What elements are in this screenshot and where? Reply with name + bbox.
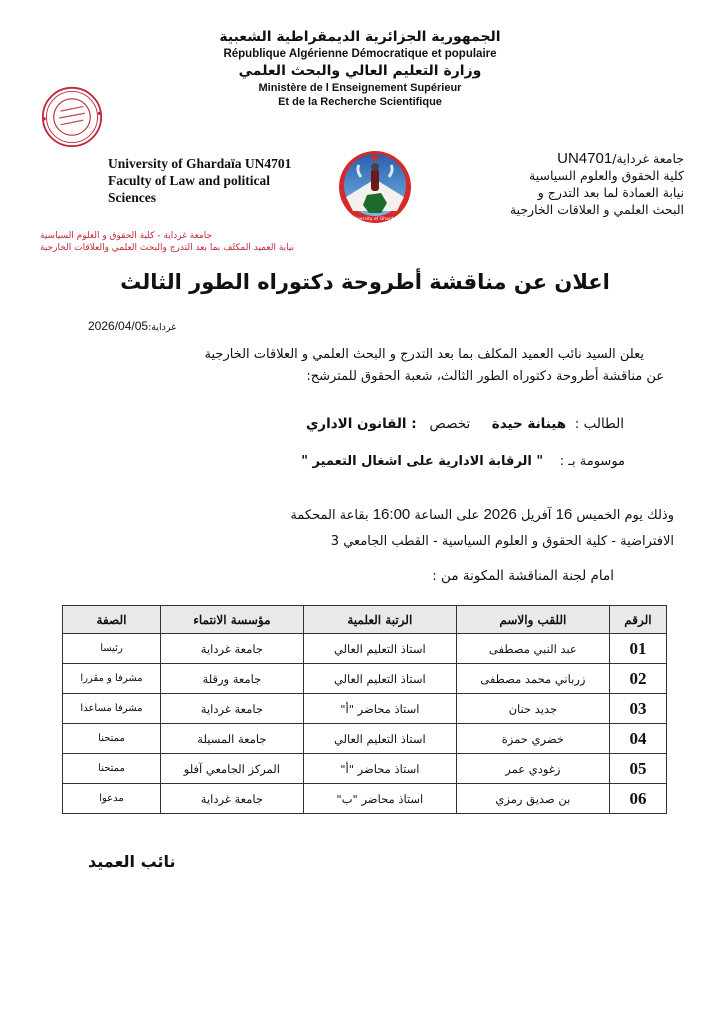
thesis-line <box>65 452 625 472</box>
cell-number: 04 <box>609 724 666 754</box>
cell-number: 02 <box>609 664 666 694</box>
cell-institution: جامعة غرداية <box>160 634 303 664</box>
header-name: اللقب والاسم <box>456 606 609 634</box>
schedule-prefix: وذلك يوم الخميس <box>576 508 674 523</box>
cell-role: مشرفا مساعدا <box>63 694 161 724</box>
university-name-ar-text: جامعة غرداية/ <box>612 151 684 166</box>
faculty-name-en-1: Faculty of Law and political <box>108 173 271 188</box>
ministry-french-line2: Et de la Recherche Scientifique <box>278 96 442 108</box>
ministry-arabic: وزارة التعليم العالي والبحث العلمي <box>238 63 482 79</box>
announcement-line2: عن مناقشة أطروحة دكتوراه الطور الثالث، شعبة الحقوق للمترشح: <box>306 369 664 384</box>
cell-rank: استاذ التعليم العالي <box>303 724 456 754</box>
student-label: الطالب : <box>574 416 624 432</box>
university-name-en: University of Ghardaïa UN4701 <box>108 156 292 171</box>
cell-name: خضري حمزة <box>456 724 609 754</box>
specialty-label: تخصص <box>429 416 471 432</box>
schedule-time-label: على الساعة <box>414 508 480 523</box>
schedule-line1 <box>34 502 674 529</box>
announcement-line1: يعلن السيد نائب العميد المكلف بما بعد التدرج و البحث العلمي و العلاقات الخارجية <box>204 347 644 362</box>
cell-institution: المركز الجامعي آفلو <box>160 754 303 784</box>
thesis-title: " الرقابة الادارية على اشغال التعمير " <box>301 454 544 469</box>
announcement-title: اعلان عن مناقشة أطروحة دكتوراه الطور الثالث <box>120 270 610 294</box>
cell-number: 06 <box>609 784 666 814</box>
announcement-paragraph <box>44 344 664 388</box>
cell-role: ممتحنا <box>63 724 161 754</box>
schedule-place-2: الافتراضية - كلية الحقوق و العلوم السياسية - القطب الجامعي 3 <box>330 534 674 549</box>
jury-intro: امام لجنة المناقشة المكونة من : <box>432 568 614 584</box>
cell-institution: جامعة غرداية <box>160 694 303 724</box>
university-logo <box>337 147 413 227</box>
date-line <box>88 319 176 333</box>
cell-rank: استاذ التعليم العالي <box>303 634 456 664</box>
header-number: الرقم <box>609 606 666 634</box>
header-rank: الرتبة العلمية <box>303 606 456 634</box>
cell-rank: استاذ التعليم العالي <box>303 664 456 694</box>
schedule-time: 16:00 <box>372 506 411 523</box>
cell-role: مدعوا <box>63 784 161 814</box>
university-arabic-block <box>434 150 684 218</box>
jury-table-header <box>63 606 667 634</box>
table-row <box>63 784 667 814</box>
schedule-place-1: بقاعة المحكمة <box>290 508 369 523</box>
thesis-label: موسومة بـ : <box>559 454 625 469</box>
table-row <box>63 664 667 694</box>
specialty-value: : القانون الاداري <box>305 416 417 432</box>
student-name: هينانة حيدة <box>491 416 567 432</box>
schedule-paragraph <box>34 502 674 555</box>
table-row <box>63 754 667 784</box>
header-role: الصفة <box>63 606 161 634</box>
jury-table <box>62 605 667 814</box>
table-row <box>63 694 667 724</box>
faculty-name-en-2: Sciences <box>108 190 156 205</box>
cell-institution: جامعة المسيلة <box>160 724 303 754</box>
table-row <box>63 724 667 754</box>
cell-rank: استاذ محاضر "ب" <box>303 784 456 814</box>
student-line <box>64 414 624 434</box>
cell-role: مشرفا و مقررا <box>63 664 161 694</box>
cell-role: رئيسا <box>63 634 161 664</box>
signature-title: نائب العميد <box>88 852 176 871</box>
cell-role: ممتحنا <box>63 754 161 784</box>
cell-institution: جامعة غرداية <box>160 784 303 814</box>
cell-rank: استاذ محاضر "أ" <box>303 754 456 784</box>
university-name-ar <box>434 150 684 167</box>
ministry-french-line1: Ministère de l Enseignement Supérieur <box>258 82 462 94</box>
cell-institution: جامعة ورقلة <box>160 664 303 694</box>
cell-rank: استاذ محاضر "أ" <box>303 694 456 724</box>
date-value: 2026/04/05 <box>88 319 149 333</box>
header-institution: مؤسسة الانتماء <box>160 606 303 634</box>
faculty-name-ar: كلية الحقوق والعلوم السياسية <box>529 168 684 183</box>
stamp-outer-text: جامعة غرداية - كلية الحقوق و العلوم السياسية <box>40 231 213 241</box>
schedule-month: آفريل <box>520 508 552 523</box>
official-stamp <box>40 86 104 148</box>
cell-name: بن صديق رمزي <box>456 784 609 814</box>
cell-name: جديد حنان <box>456 694 609 724</box>
table-row <box>63 634 667 664</box>
cell-number: 03 <box>609 694 666 724</box>
university-english-block <box>108 155 323 206</box>
stamp-text <box>40 230 320 254</box>
cell-number: 01 <box>609 634 666 664</box>
stamp-inner-text: نيابة العميد المكلف بما بعد التدرج والبحث العلمي والعلاقات الخارجية <box>40 243 295 253</box>
cell-name: زغودي عمر <box>456 754 609 784</box>
deanship-line2: البحث العلمي و العلاقات الخارجية <box>509 202 684 217</box>
republic-arabic: الجمهورية الجزائرية الديمقراطية الشعبية <box>219 29 501 45</box>
cell-name: عبد النبي مصطفى <box>456 634 609 664</box>
university-code: UN4701 <box>557 150 613 167</box>
logo-caption: University of Ghardaia <box>349 217 401 222</box>
cell-number: 05 <box>609 754 666 784</box>
national-header <box>190 28 530 109</box>
deanship-line1: نيابة العمادة لما بعد التدرج و <box>537 185 684 200</box>
schedule-year: 2026 <box>483 506 517 523</box>
cell-name: زرباني محمد مصطفى <box>456 664 609 694</box>
schedule-day: 16 <box>555 506 573 523</box>
date-label: غرداية: <box>148 322 177 333</box>
republic-french: République Algérienne Démocratique et populaire <box>223 48 497 60</box>
